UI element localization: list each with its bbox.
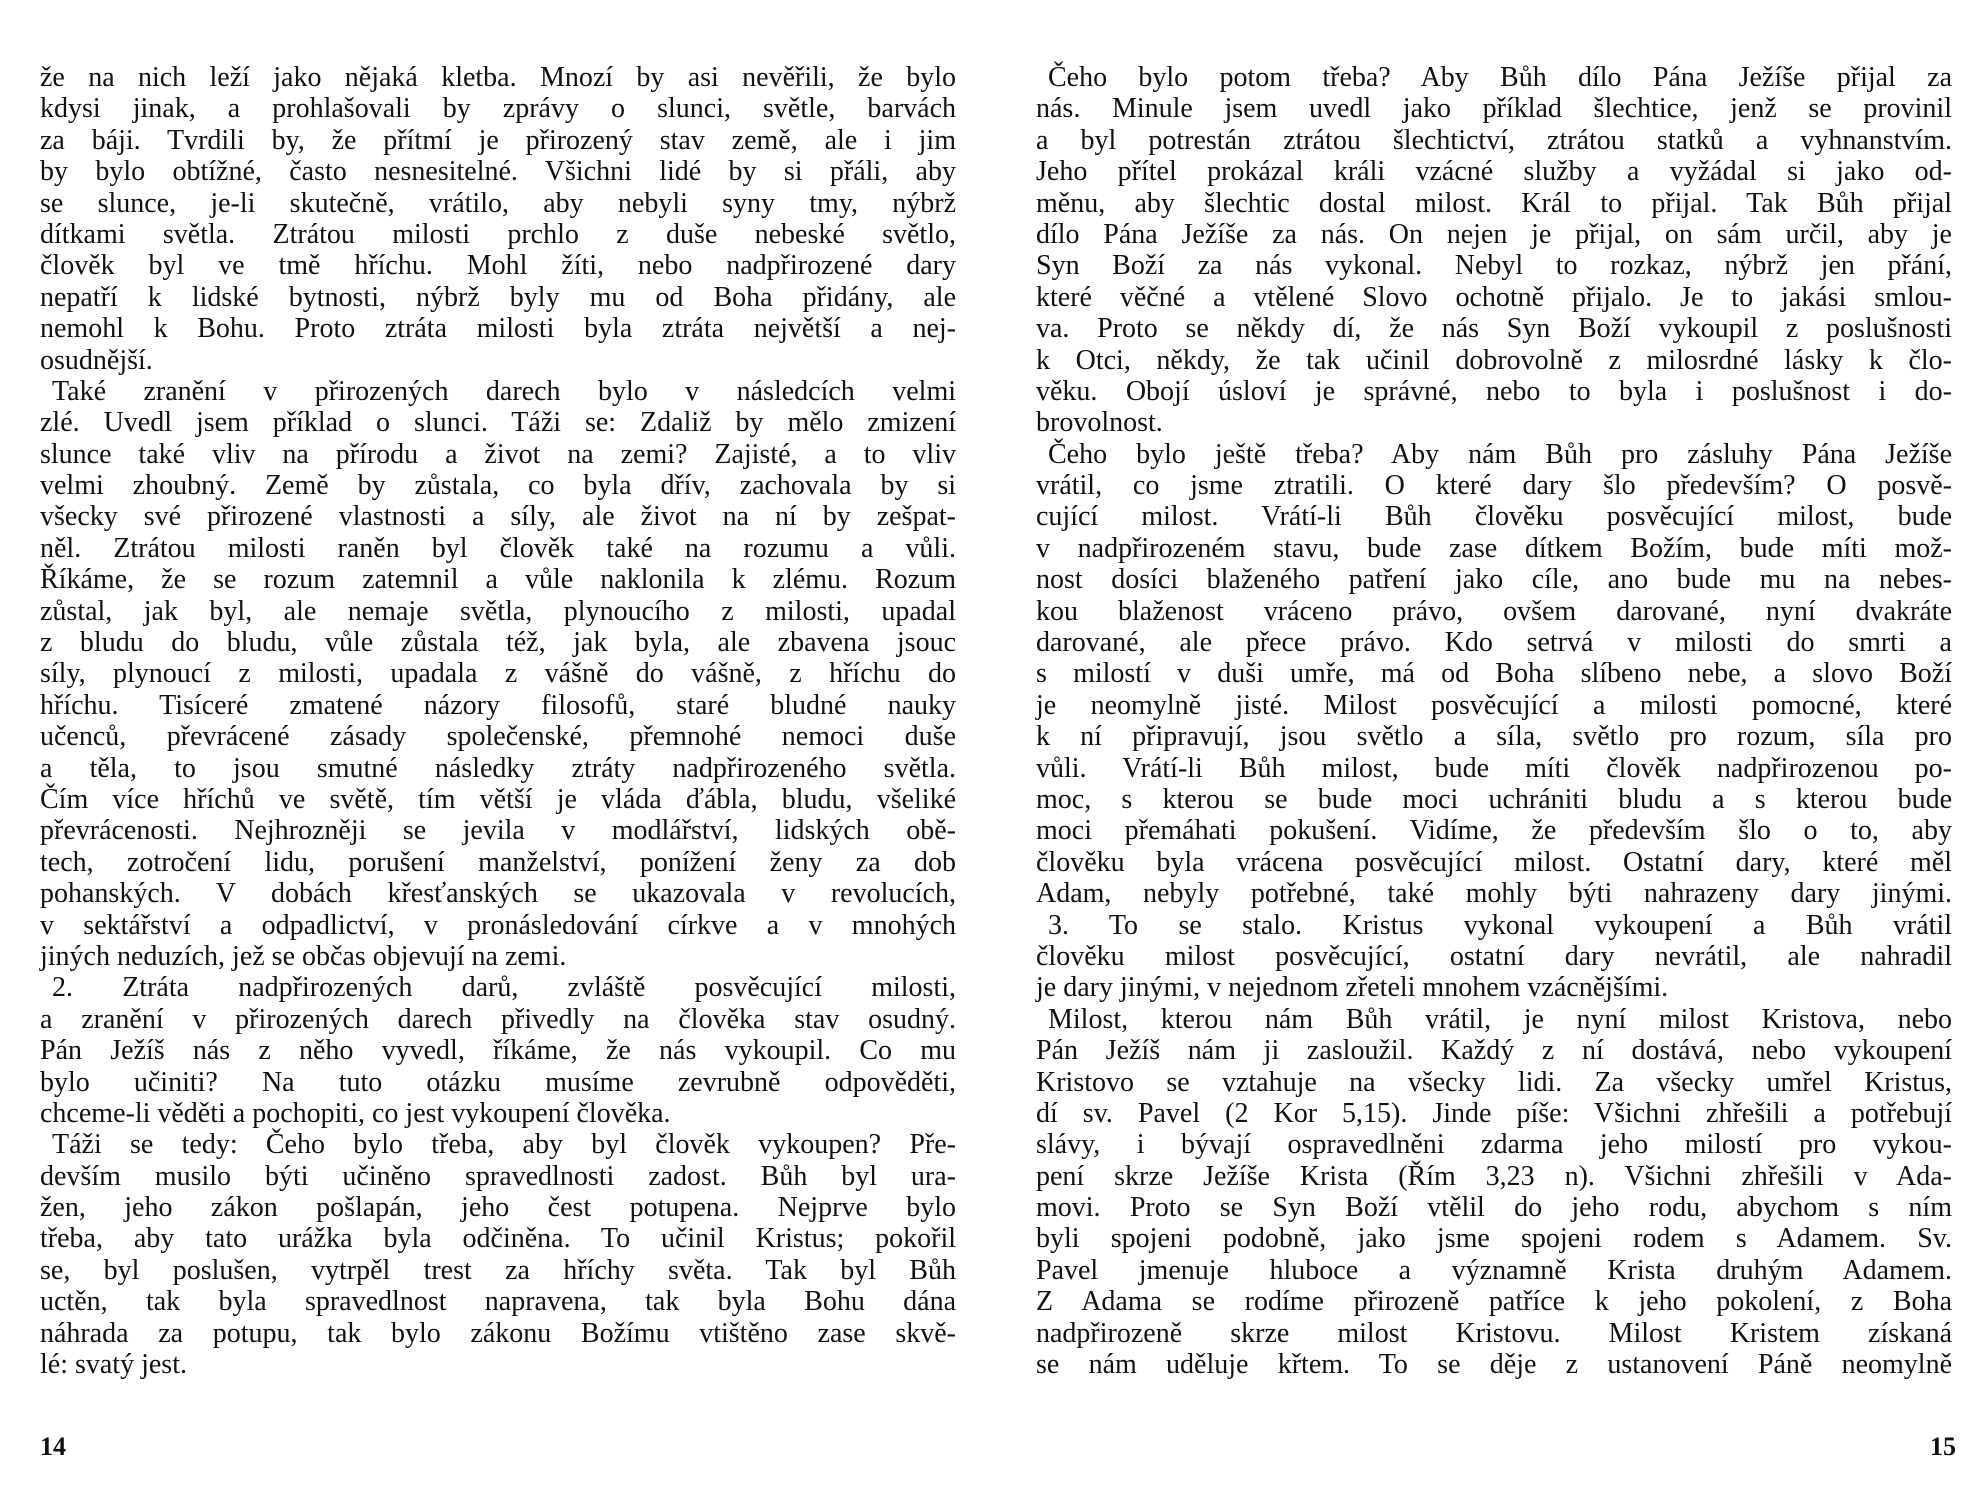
text-line: třeba, aby tato urážka byla odčiněna. To učinil Kristus; pokořil — [40, 1223, 956, 1255]
text-line: nemohl k Bohu. Proto ztráta milosti byla ztráta největší a nej- — [40, 313, 956, 345]
text-line: člověku byla vrácena posvěcující milost. Ostatní dary, které měl — [1036, 846, 1952, 878]
text-line: osudnější. — [40, 344, 153, 376]
text-line: člověku milost posvěcující, ostatní dary nevrátil, ale nahradil — [1036, 940, 1952, 972]
text-line: 3. To se stalo. Kristus vykonal vykoupení a Bůh vrátil — [1048, 909, 1952, 941]
text-line: slávy, i bývají ospravedlněni zdarma jeho milostí pro vykou- — [1036, 1129, 1952, 1161]
text-line: Říkáme, že se rozum zatemnil a vůle naklonila k zlému. Rozum — [40, 564, 956, 596]
text-line: převrácenosti. Nejhrozněji se jevila v modlářství, lidských obě- — [40, 815, 956, 847]
text-line: Z Adama se rodíme přirozeně patříce k jeho pokolení, z Boha — [1036, 1286, 1952, 1318]
text-line: které věčné a vtělené Slovo ochotně přijalo. Je to jakási smlou- — [1036, 281, 1952, 313]
text-line: slunce také vliv na přírodu a život na zemi? Zajisté, a to vliv — [40, 438, 956, 470]
text-line: Táži se tedy: Čeho bylo třeba, aby byl člověk vykoupen? Pře- — [52, 1129, 956, 1161]
text-line: Syn Boží za nás vykonal. Nebyl to rozkaz, nýbrž jen přání, — [1036, 250, 1952, 282]
text-line: se, byl poslušen, vytrpěl trest za hříchy světa. Tak byl Bůh — [40, 1254, 956, 1286]
text-line: k ní připravují, jsou světlo a síla, světlo pro rozum, síla pro — [1036, 721, 1952, 753]
text-line: byli spojeni podobně, jako jsme spojeni rodem s Adamem. Sv. — [1036, 1223, 1952, 1255]
text-line: a těla, to jsou smutné následky ztráty nadpřirozeného světla. — [40, 752, 956, 784]
text-line: se nám uděluje křtem. To se děje z ustanovení Páně neomylně — [1036, 1349, 1952, 1381]
text-line: va. Proto se někdy dí, že nás Syn Boží vykoupil z poslušnosti — [1036, 313, 1952, 345]
text-line: velmi zhoubný. Země by zůstala, co byla dřív, zachovala by si — [40, 470, 956, 502]
right-page-text — [1036, 62, 1952, 1380]
text-line: se slunce, je-li skutečně, vrátilo, aby nebyli syny tmy, nýbrž — [40, 187, 956, 219]
text-line: hříchu. Tisíceré zmatené názory filosofů, staré bludné nauky — [40, 689, 956, 721]
text-line: devším musilo býti učiněno spravedlnosti zadost. Bůh byl ura- — [40, 1160, 956, 1192]
text-line: Také zranění v přirozených darech bylo v následcích velmi — [52, 375, 956, 407]
text-line: Kristovo se vztahuje na všecky lidi. Za všecky umřel Kristus, — [1036, 1066, 1952, 1098]
text-line: nás. Minule jsem uvedl jako příklad šlechtice, jenž se provinil — [1036, 93, 1952, 125]
left-page-text — [40, 62, 956, 1380]
text-line: nost dosíci blaženého patření jako cíle, ano bude mu na nebes- — [1036, 564, 1952, 596]
text-line: movi. Proto se Syn Boží vtělil do jeho rodu, abychom s ním — [1036, 1192, 1952, 1224]
text-line: všecky své přirozené vlastnosti a síly, ale život na ní by zešpat- — [40, 501, 956, 533]
text-line: chceme-li věděti a pochopiti, co jest vykoupení člověka. — [40, 1097, 671, 1129]
text-line: jiných neduzích, jež se občas objevují na zemi. — [40, 940, 567, 972]
text-line: v sektářství a odpadlictví, v pronásledování církve a v mnohých — [40, 909, 956, 941]
page-number-left: 14 — [40, 1432, 66, 1461]
text-line: síly, plynoucí z milosti, upadala z vášně do vášně, z hříchu do — [40, 658, 956, 690]
text-line: uctěn, tak byla spravedlnost napravena, tak byla Bohu dána — [40, 1286, 956, 1318]
text-line: brovolnost. — [1036, 407, 1163, 439]
text-line: vůli. Vrátí-li Bůh milost, bude míti člověk nadpřirozenou po- — [1036, 752, 1952, 784]
text-line: bylo učiniti? Na tuto otázku musíme zevrubně odpověděti, — [40, 1066, 956, 1098]
text-line: vrátil, co jsme ztratili. O které dary šlo především? O posvě- — [1036, 470, 1952, 502]
text-line: tech, zotročení lidu, porušení manželství, ponížení ženy za dob — [40, 846, 956, 878]
text-line: cující milost. Vrátí-li Bůh člověku posvěcující milost, bude — [1036, 501, 1952, 533]
text-line: a byl potrestán ztrátou šlechtictví, ztrátou statků a vyhnanstvím. — [1036, 124, 1952, 156]
text-line: darované, ale přece právo. Kdo setrvá v milosti do smrti a — [1036, 627, 1952, 659]
text-line: moci přemáhati pokušení. Vidíme, že především šlo o to, aby — [1036, 815, 1952, 847]
text-line: žen, jeho zákon pošlapán, jeho čest potupena. Nejprve bylo — [40, 1192, 956, 1224]
text-line: Adam, nebyly potřebné, také mohly býti nahrazeny dary jinými. — [1036, 878, 1952, 910]
text-line: k Otci, někdy, že tak učinil dobrovolně z milosrdné lásky k člo- — [1036, 344, 1952, 376]
text-line: pohanských. V dobách křesťanských se ukazovala v revolucích, — [40, 878, 956, 910]
text-line: Pavel jmenuje hluboce a významně Krista druhým Adamem. — [1036, 1254, 1952, 1286]
text-line: člověk byl ve tmě hříchu. Mohl žíti, nebo nadpřirozené dary — [40, 250, 956, 282]
text-line: Milost, kterou nám Bůh vrátil, je nyní milost Kristova, nebo — [1048, 1003, 1952, 1035]
text-line: Jeho přítel prokázal králi vzácné služby a vyžádal si jako od- — [1036, 156, 1952, 188]
text-line: je neomylně jisté. Milost posvěcující a milosti pomocné, které — [1036, 689, 1952, 721]
text-line: že na nich leží jako nějaká kletba. Mnozí by asi nevěřili, že bylo — [40, 62, 956, 93]
text-line: a zranění v přirozených darech přivedly na člověka stav osudný. — [40, 1003, 956, 1035]
text-line: náhrada za potupu, tak bylo zákonu Božímu vtištěno zase skvě- — [40, 1317, 956, 1349]
text-line: zůstal, jak byl, ale nemaje světla, plynoucího z milosti, upadal — [40, 595, 956, 627]
text-line: věku. Obojí úsloví je správné, nebo to byla i poslušnost i do- — [1036, 375, 1952, 407]
text-line: zlé. Uvedl jsem příklad o slunci. Táži se: Zdaliž by mělo zmizení — [40, 407, 956, 439]
text-line: něl. Ztrátou milosti raněn byl člověk také na rozumu a vůli. — [40, 532, 956, 564]
text-line: lé: svatý jest. — [40, 1349, 187, 1381]
text-line: v nadpřirozeném stavu, bude zase dítkem Božím, bude míti mož- — [1036, 532, 1952, 564]
text-line: učenců, převrácené zásady společenské, přemnohé nemoci duše — [40, 721, 956, 753]
text-line: pení skrze Ježíše Krista (Řím 3,23 n). Všichni zhřešili v Ada- — [1036, 1160, 1952, 1192]
text-line: za báji. Tvrdili by, že přítmí je přirozený stav země, ale i jim — [40, 124, 956, 156]
page-number-right: 15 — [1930, 1432, 1956, 1461]
text-line: s milostí v duši umře, má od Boha slíbeno nebe, a slovo Boží — [1036, 658, 1952, 690]
text-line: kdysi jinak, a prohlašovali by zprávy o slunci, světle, barvách — [40, 93, 956, 125]
text-line: měnu, aby šlechtic dostal milost. Král to přijal. Tak Bůh přijal — [1036, 187, 1952, 219]
text-line: Čeho bylo ještě třeba? Aby nám Bůh pro zásluhy Pána Ježíše — [1048, 438, 1952, 470]
text-line: by bylo obtížné, často nesnesitelné. Všichni lidé by si přáli, aby — [40, 156, 956, 188]
text-line: moc, s kterou se bude moci uchrániti bludu a s kterou bude — [1036, 783, 1952, 815]
text-line: dílo Pána Ježíše za nás. On nejen je přijal, on sám určil, aby je — [1036, 218, 1952, 250]
text-line: dítkami světla. Ztrátou milosti prchlo z duše nebeské světlo, — [40, 218, 956, 250]
text-line: Pán Ježíš nás z něho vyvedl, říkáme, že nás vykoupil. Co mu — [40, 1035, 956, 1067]
text-line: nadpřirozeně skrze milost Kristovu. Milost Kristem získaná — [1036, 1317, 1952, 1349]
text-line: nepatří k lidské bytnosti, nýbrž byly mu od Boha přidány, ale — [40, 281, 956, 313]
text-line: dí sv. Pavel (2 Kor 5,15). Jinde píše: Všichni zhřešili a potřebují — [1036, 1097, 1952, 1129]
text-line: 2. Ztráta nadpřirozených darů, zvláště posvěcující milosti, — [52, 972, 956, 1004]
text-line: Čím více hříchů ve světě, tím větší je vláda ďábla, bludu, všeliké — [40, 783, 956, 815]
text-line: Čeho bylo potom třeba? Aby Bůh dílo Pána Ježíše přijal za — [1048, 62, 1952, 93]
text-line: Pán Ježíš nám ji zasloužil. Každý z ní dostává, nebo vykoupení — [1036, 1035, 1952, 1067]
text-line: kou blaženost vráceno právo, ovšem darované, nyní dvakráte — [1036, 595, 1952, 627]
text-line: je dary jinými, v nejednom zřeteli mnohem vzácnějšími. — [1036, 972, 1669, 1004]
text-line: z bludu do bludu, vůle zůstala též, jak byla, ale zbavena jsouc — [40, 627, 956, 659]
